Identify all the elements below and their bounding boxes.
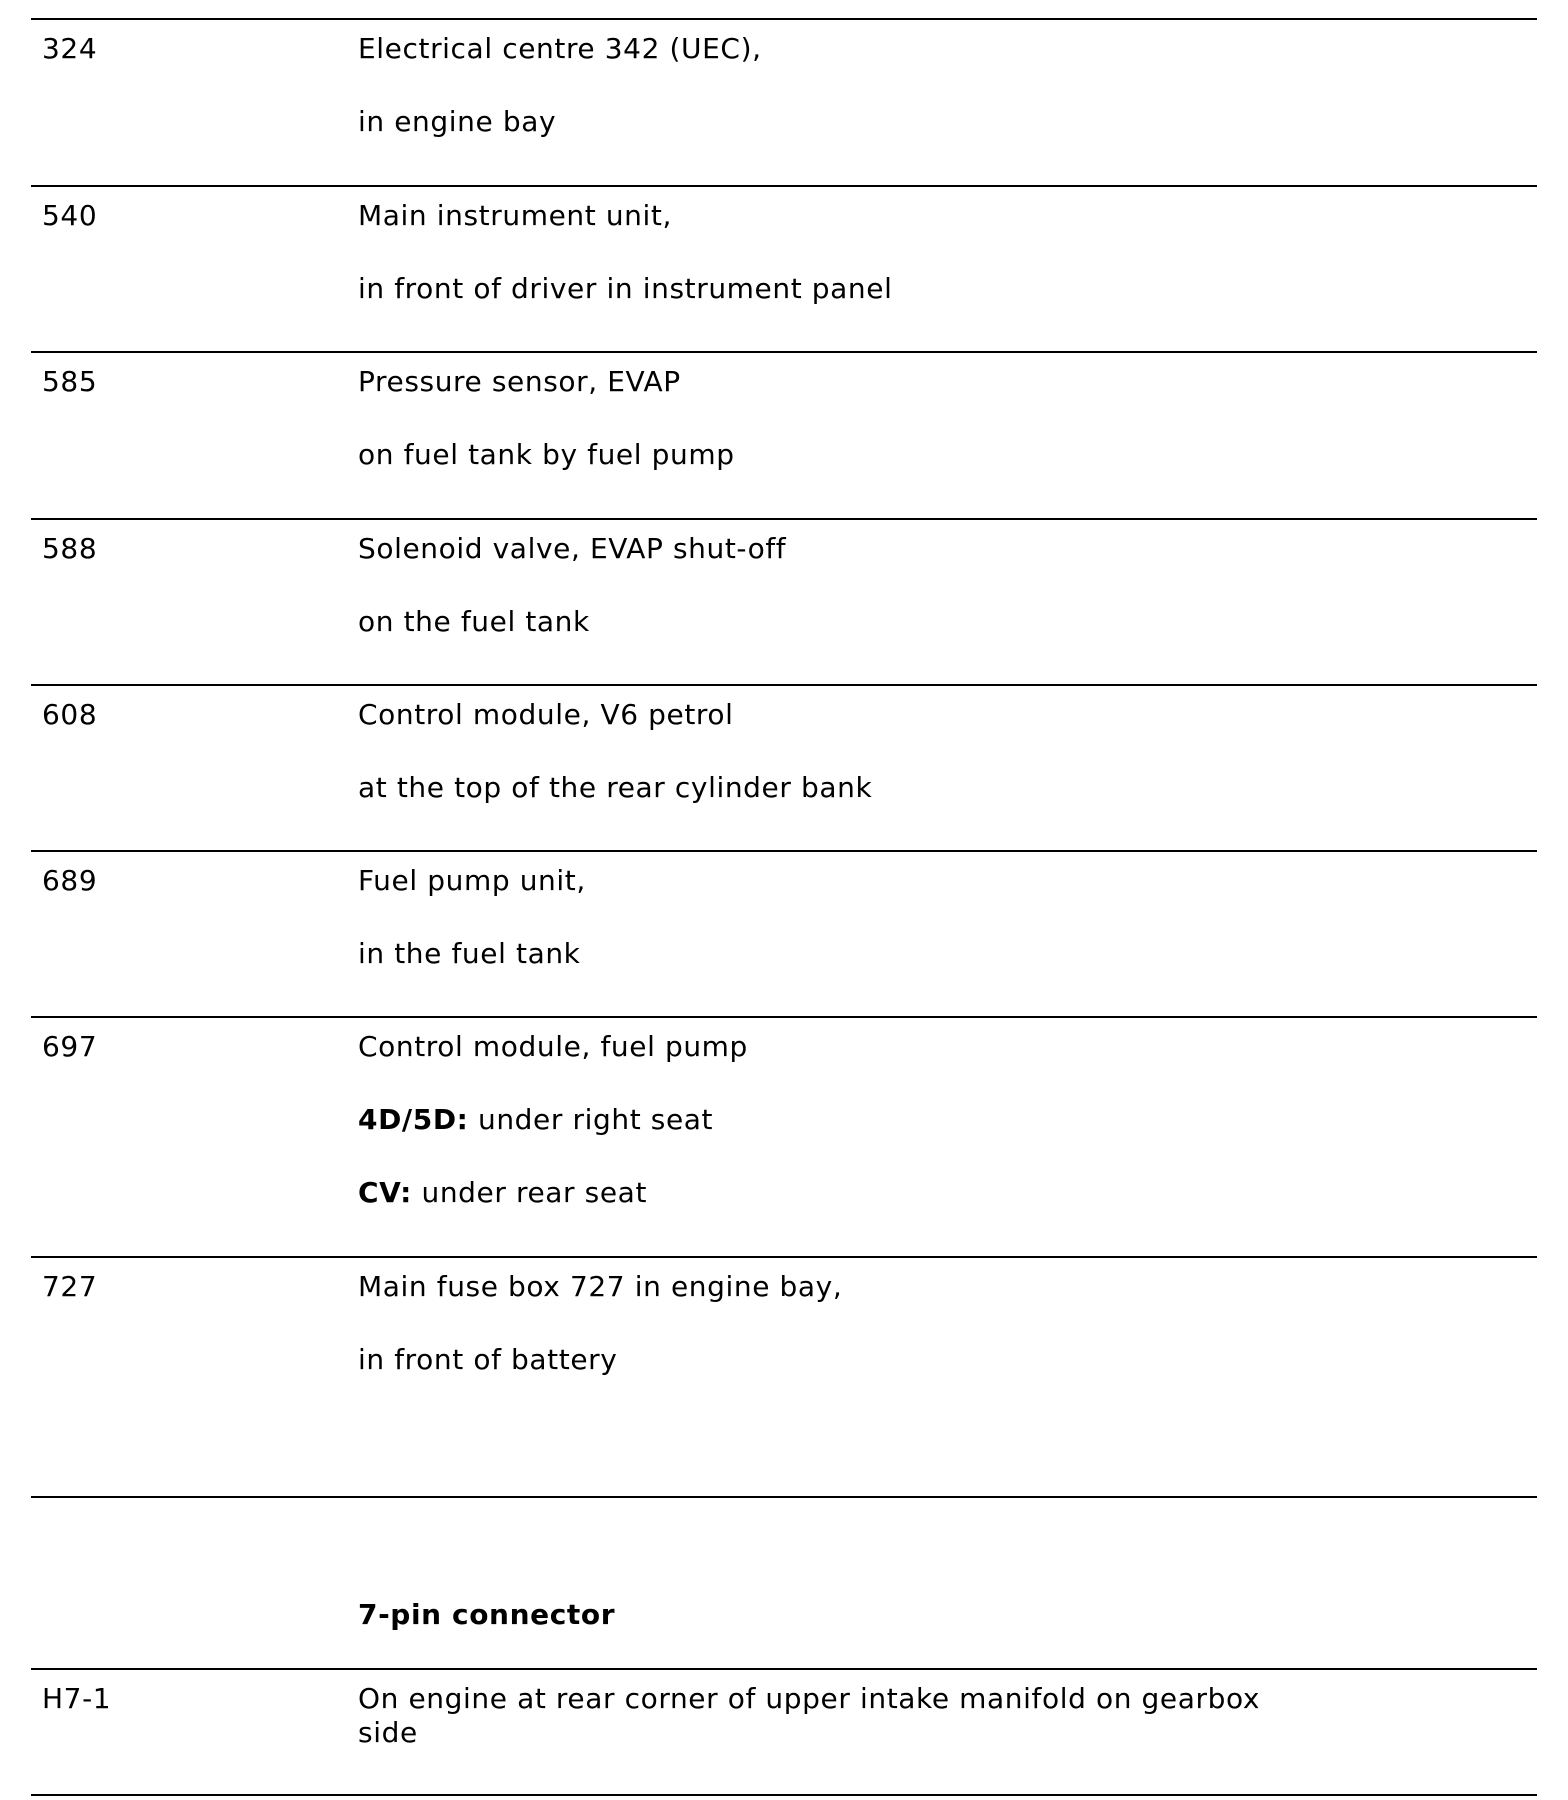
table-row (31, 185, 1537, 351)
document-page (31, 18, 1537, 1796)
location-line: at the top of the rear cylinder bank (358, 771, 873, 804)
location-line: on fuel tank by fuel pump (358, 438, 735, 471)
location-line: in front of driver in instrument panel (358, 272, 893, 305)
location-line: on the fuel tank (358, 605, 590, 638)
component-description (358, 1030, 1508, 1210)
component-code: 540 (42, 199, 98, 232)
component-code: 324 (42, 32, 98, 65)
component-description (358, 199, 1508, 306)
table-row (31, 518, 1537, 684)
description-line: Fuel pump unit, (358, 864, 586, 897)
location-line: in the fuel tank (358, 937, 581, 970)
component-description (358, 864, 1508, 971)
location-text: under rear seat (411, 1176, 648, 1209)
description-line: Solenoid valve, EVAP shut-off (358, 532, 787, 565)
body-variant-label: CV: (358, 1176, 412, 1209)
component-code: 697 (42, 1030, 98, 1063)
description-line: Control module, fuel pump (358, 1030, 748, 1063)
component-description (358, 1270, 1508, 1377)
location-line: On engine at rear corner of upper intake manifold on gearbox side (358, 1682, 1261, 1749)
location-line: in engine bay (358, 105, 557, 138)
description-line: Electrical centre 342 (UEC), (358, 32, 762, 65)
description-line: Pressure sensor, EVAP (358, 365, 681, 398)
component-code: 608 (42, 698, 98, 731)
section-heading: 7-pin connector (358, 1598, 616, 1631)
connector-code: H7-1 (42, 1682, 112, 1715)
location-line: in front of battery (358, 1343, 618, 1376)
description-line: Main fuse box 727 in engine bay, (358, 1270, 843, 1303)
table-row (31, 18, 1537, 185)
table-row (31, 684, 1537, 850)
component-description (358, 698, 1508, 805)
component-description (358, 532, 1508, 639)
table-row (31, 1016, 1537, 1256)
description-line: Control module, V6 petrol (358, 698, 734, 731)
connector-location (358, 1682, 1278, 1750)
component-code: 689 (42, 864, 98, 897)
table-row (31, 351, 1537, 518)
table-row (31, 850, 1537, 1016)
table-row (31, 1256, 1537, 1496)
component-code: 585 (42, 365, 98, 398)
component-description (358, 365, 1508, 472)
location-text: under right seat (468, 1103, 714, 1136)
component-code: 727 (42, 1270, 98, 1303)
component-description (358, 32, 1508, 139)
description-line: Main instrument unit, (358, 199, 672, 232)
body-variant-label: 4D/5D: (358, 1103, 469, 1136)
location-line-cv (358, 1176, 1508, 1210)
section-heading-row (31, 1496, 1537, 1668)
component-code: 588 (42, 532, 98, 565)
location-line-4d5d (358, 1103, 1508, 1137)
table-row (31, 1668, 1537, 1796)
